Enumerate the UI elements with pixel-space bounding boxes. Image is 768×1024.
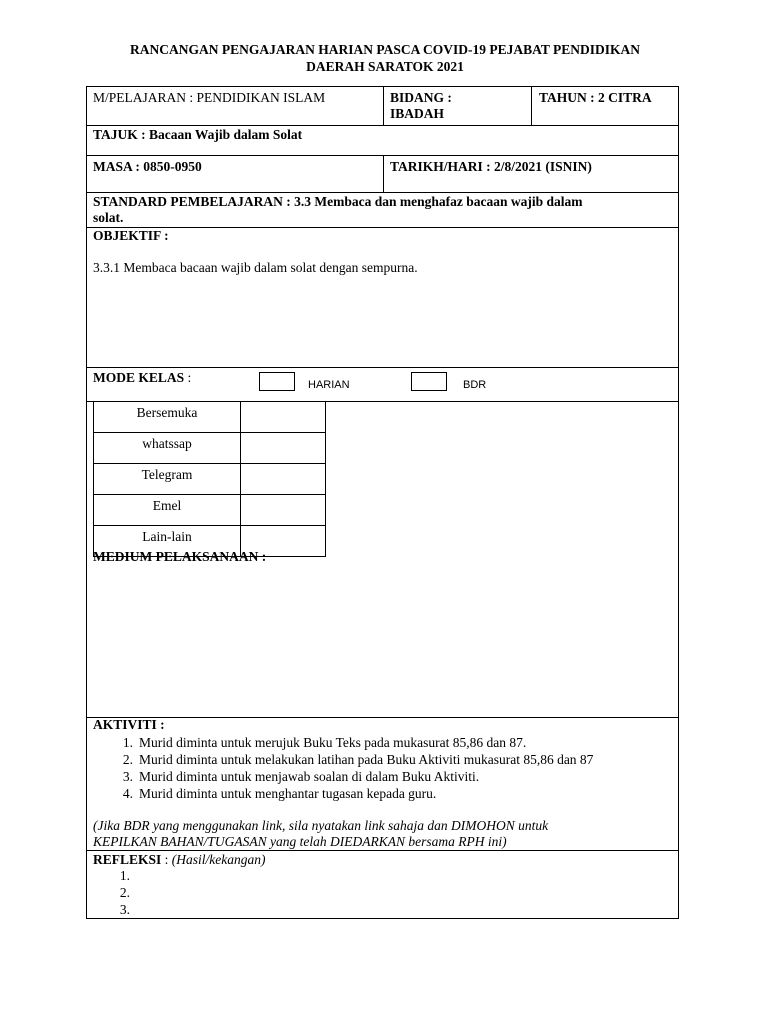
list-item[interactable]	[93, 901, 130, 918]
row-divider	[87, 717, 678, 718]
list-item[interactable]	[93, 884, 130, 901]
mode-harian-label: HARIAN	[308, 379, 350, 391]
table-row	[94, 495, 326, 526]
channel-table	[93, 401, 326, 557]
channel-label: whatssap	[94, 433, 241, 464]
channel-label: Lain-lain	[94, 526, 241, 557]
reflection-label: REFLEKSI	[93, 852, 162, 867]
class-mode-label: MODE KELAS	[93, 370, 185, 385]
mode-bdr-label: BDR	[463, 379, 487, 391]
subject-label: M/PELAJARAN : PENDIDIKAN ISLAM	[93, 90, 326, 105]
channel-value-cell[interactable]	[241, 433, 326, 464]
row-divider	[87, 367, 678, 368]
reflection-heading	[93, 852, 266, 868]
field-label-line-1: BIDANG :	[390, 90, 452, 105]
channel-value-cell[interactable]	[241, 402, 326, 433]
list-item	[93, 785, 593, 802]
list-number: 2.	[119, 885, 130, 900]
title-line-1: RANCANGAN PENGAJARAN HARIAN PASCA COVID-19 PEJABAT PENDIDIKAN	[129, 42, 640, 57]
activity-text: Murid diminta untuk merujuk Buku Teks pada mukasurat 85,86 dan 87.	[139, 735, 527, 750]
reflection-colon: :	[161, 852, 172, 867]
list-item	[93, 751, 593, 768]
medium-label: MEDIUM PELAKSANAAN :	[93, 549, 267, 564]
document-title	[90, 41, 680, 75]
date-label: TARIKH/HARI : 2/8/2021 (ISNIN)	[390, 159, 592, 174]
mode-bdr-checkbox[interactable]	[411, 372, 447, 391]
row-divider	[87, 850, 678, 851]
channel-label: Emel	[94, 495, 241, 526]
channel-label: Bersemuka	[94, 402, 241, 433]
list-item	[93, 768, 593, 785]
time-label: MASA : 0850-0950	[93, 159, 202, 174]
standard-line-2: solat.	[93, 210, 124, 225]
activities-label: AKTIVITI :	[93, 717, 165, 732]
row-divider	[87, 227, 678, 228]
channel-value-cell[interactable]	[241, 464, 326, 495]
reflection-list	[93, 867, 130, 918]
list-number: 4.	[122, 786, 133, 801]
row-divider	[87, 192, 678, 193]
activities-note-line-1: (Jika BDR yang menggunakan link, sila nyatakan link sahaja dan DIMOHON untuk	[93, 818, 549, 833]
column-divider	[383, 87, 384, 125]
year-label: TAHUN : 2 CITRA	[539, 90, 652, 105]
table-row	[94, 402, 326, 433]
channel-value-cell[interactable]	[241, 495, 326, 526]
standard-line-1: STANDARD PEMBELAJARAN : 3.3 Membaca dan menghafaz bacaan wajib dalam	[93, 194, 583, 209]
topic-label: TAJUK : Bacaan Wajib dalam Solat	[93, 127, 303, 142]
activities-list	[93, 734, 593, 802]
mode-harian-checkbox[interactable]	[259, 372, 295, 391]
list-number: 2.	[122, 752, 133, 767]
reflection-hint: (Hasil/kekangan)	[171, 852, 266, 867]
row-divider	[87, 125, 678, 126]
class-mode-colon: :	[184, 370, 192, 385]
table-row	[94, 464, 326, 495]
column-divider	[383, 155, 384, 192]
field-label-line-2: IBADAH	[390, 106, 445, 121]
list-number: 3.	[119, 902, 130, 917]
list-item[interactable]	[93, 867, 130, 884]
lesson-plan-form	[86, 86, 679, 919]
list-number: 1.	[119, 868, 130, 883]
class-mode	[93, 370, 191, 386]
activity-text: Murid diminta untuk melakukan latihan pada Buku Aktiviti mukasurat 85,86 dan 87	[139, 752, 594, 767]
activities-note-line-2: KEPILKAN BAHAN/TUGASAN yang telah DIEDARKAN bersama RPH ini)	[93, 834, 507, 849]
activity-text: Murid diminta untuk menjawab soalan di dalam Buku Aktiviti.	[139, 769, 480, 784]
table-row	[94, 433, 326, 464]
objective-text: 3.3.1 Membaca bacaan wajib dalam solat dengan sempurna.	[93, 260, 418, 275]
channel-label: Telegram	[94, 464, 241, 495]
list-number: 3.	[122, 769, 133, 784]
list-item	[93, 734, 593, 751]
list-number: 1.	[122, 735, 133, 750]
objective-label: OBJEKTIF :	[93, 228, 169, 243]
column-divider	[531, 87, 532, 125]
title-line-2: DAERAH SARATOK 2021	[306, 59, 464, 74]
activity-text: Murid diminta untuk menghantar tugasan kepada guru.	[139, 786, 437, 801]
